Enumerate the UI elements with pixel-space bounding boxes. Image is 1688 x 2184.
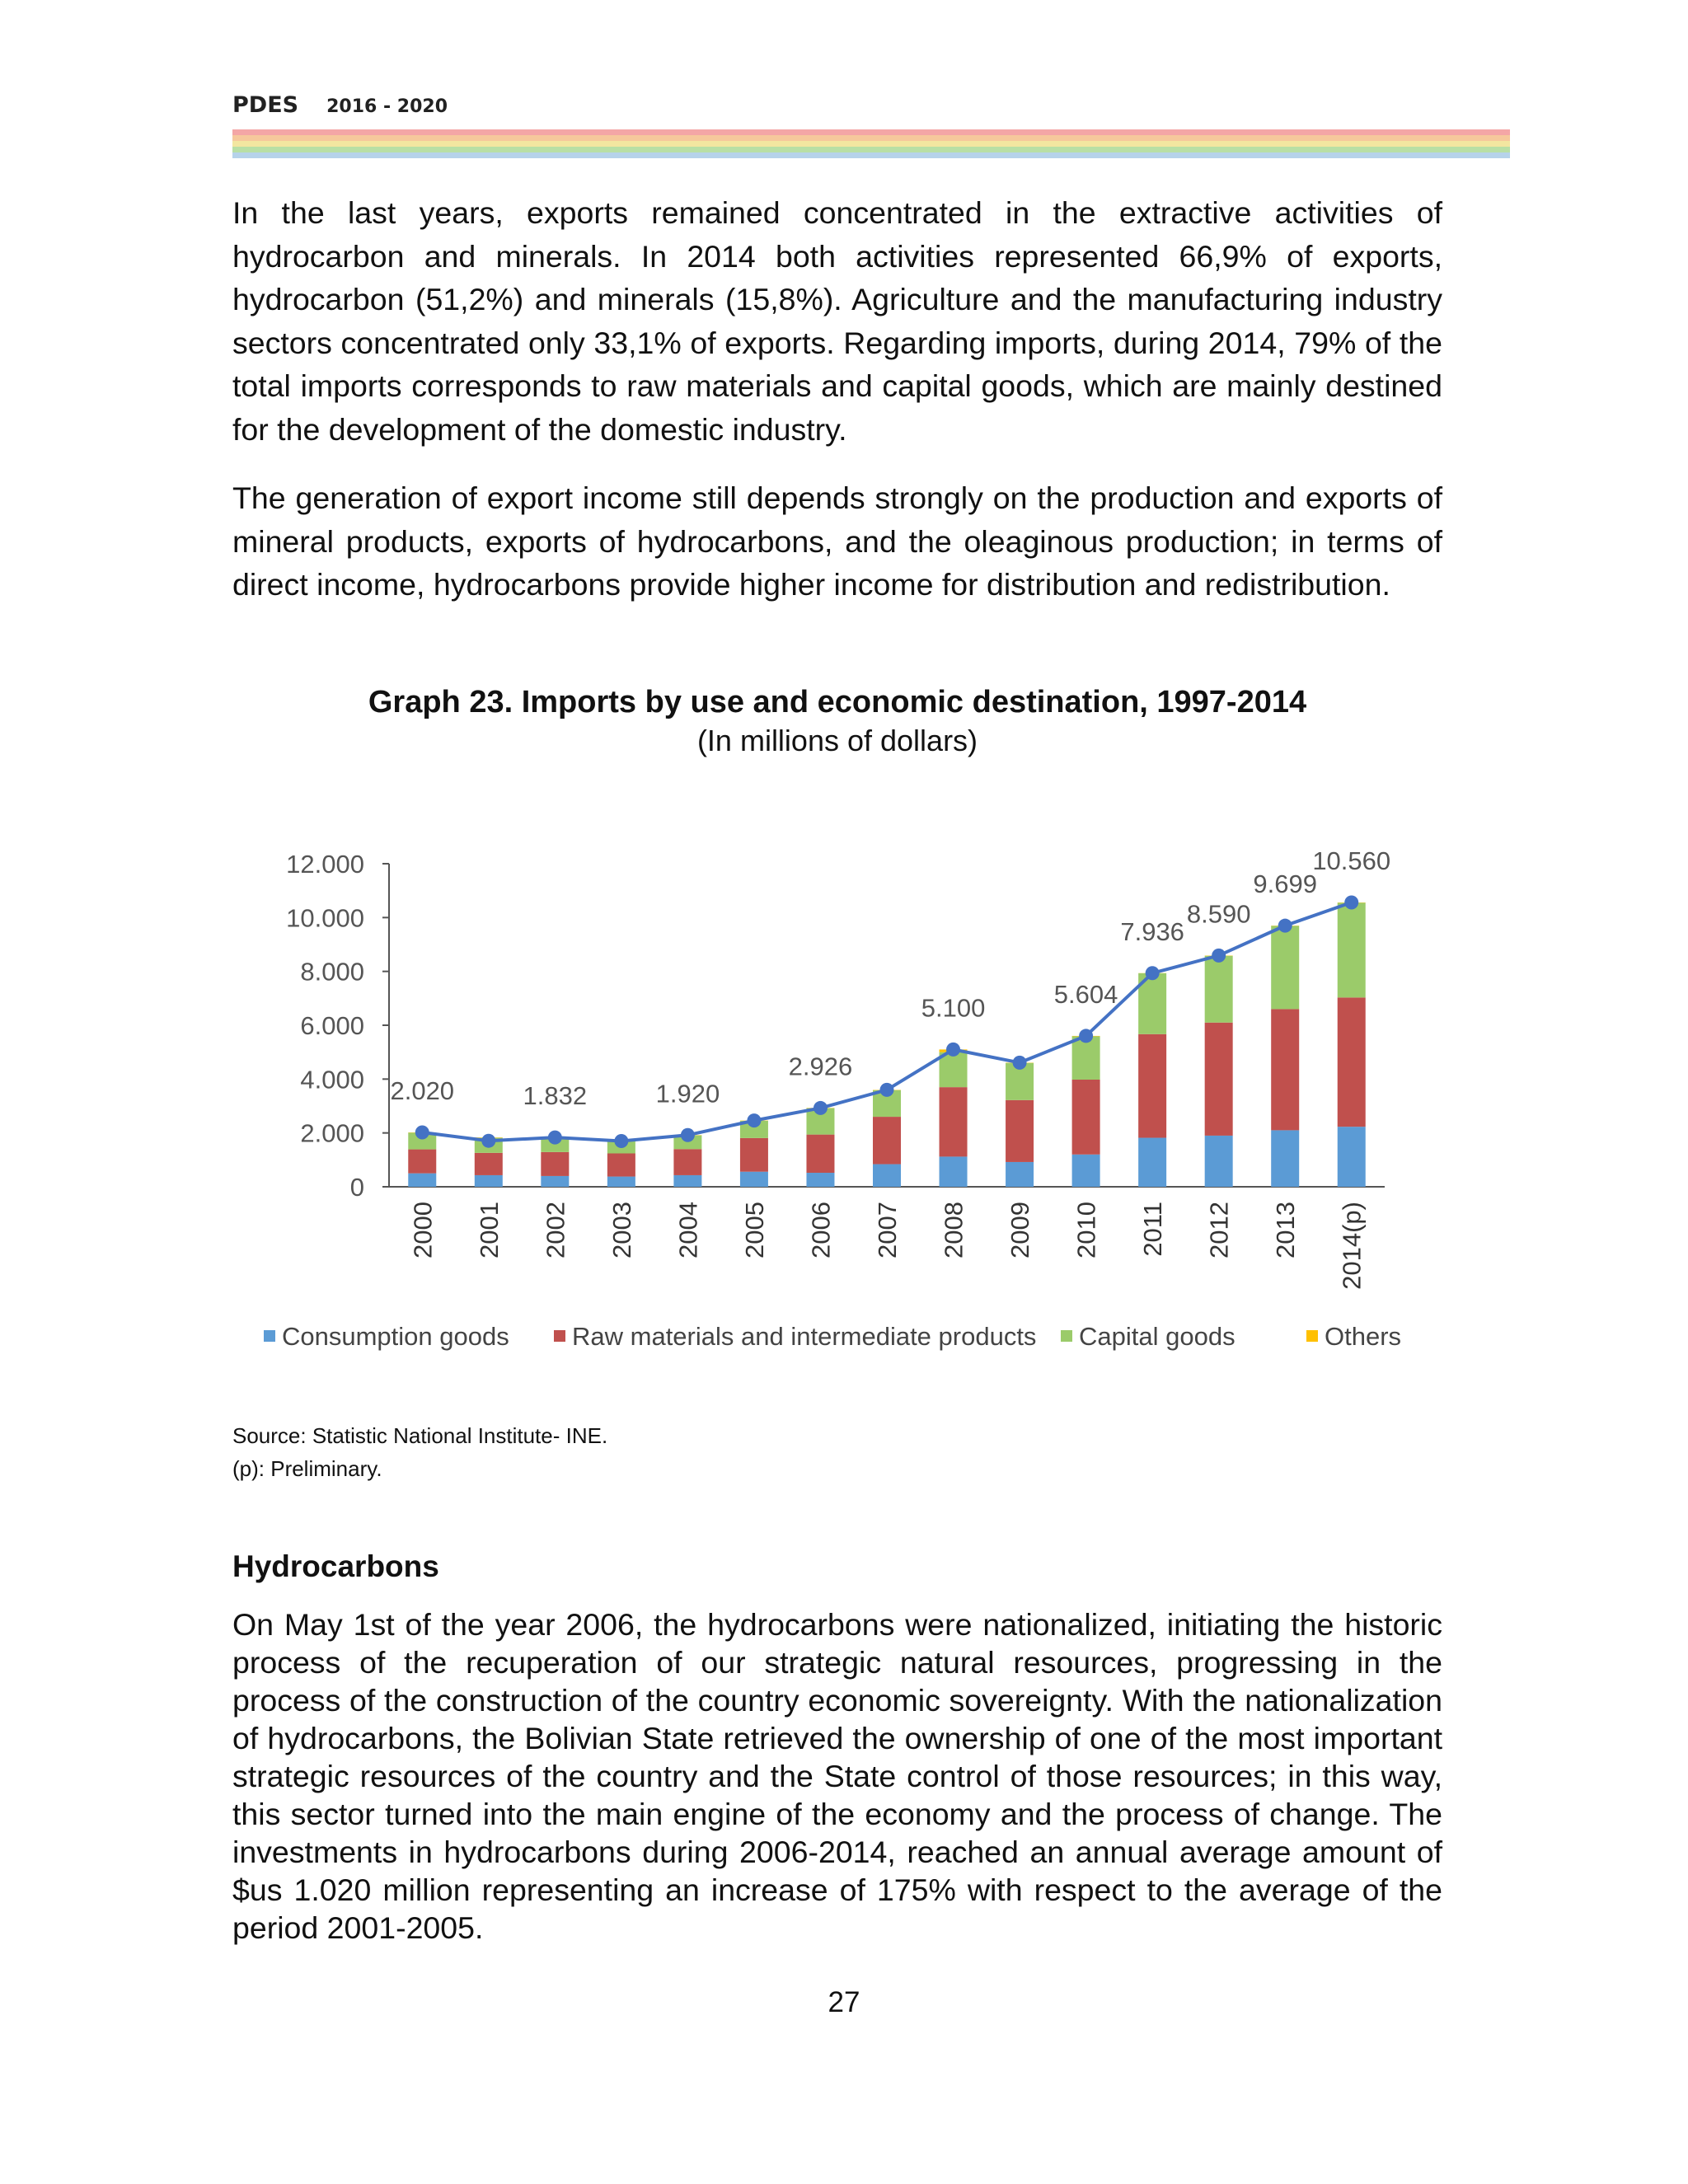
x-tick-label: 2014(p): [1337, 1202, 1367, 1290]
x-tick-label: 2003: [607, 1202, 636, 1258]
x-tick-label: 2002: [541, 1202, 570, 1258]
source-line: Source: Statistic National Institute- INE.: [232, 1423, 608, 1448]
total-point: [481, 1134, 495, 1148]
total-point: [415, 1126, 429, 1140]
bar-segment: [940, 1087, 968, 1156]
bar-segment: [541, 1152, 569, 1176]
bar-segment: [607, 1153, 635, 1176]
preliminary-note: (p): Preliminary.: [232, 1456, 382, 1481]
bar-segment: [806, 1135, 834, 1173]
x-tick-label: 2011: [1138, 1202, 1168, 1257]
y-tick-label: 0: [349, 1173, 364, 1202]
total-point: [1212, 949, 1226, 963]
bar-segment: [940, 1156, 968, 1187]
total-point: [681, 1128, 695, 1142]
x-tick-label: 2004: [673, 1202, 703, 1258]
legend-capital-swatch: [1061, 1330, 1072, 1342]
bar-segment: [740, 1138, 768, 1172]
y-tick-label: 8.000: [300, 957, 364, 987]
legend-consumption-swatch: [264, 1330, 275, 1342]
bar-segment: [1138, 1034, 1166, 1138]
bar-segment: [1271, 926, 1299, 1009]
y-tick-label: 6.000: [300, 1011, 364, 1040]
bar-segment: [940, 1052, 968, 1087]
total-point: [1146, 966, 1160, 980]
header-doc-name: PDES: [232, 92, 299, 118]
legend-raw-materials-swatch: [554, 1330, 565, 1342]
hydrocarbons-paragraph: On May 1st of the year 2006, the hydrocarbons were nationalized, initiating the historic process of the recuperation of our strategic natural resources, progressing in the process of the construction of the country economic sovereignty. With the nationalization of hydrocarbons, the Bolivian State retrieved the ownership of one of the most important strategic resources of the country and the State control of those resources; in this way, this sector turned into the main engine of the economy and the process of change. The investments in hydrocarbons during 2006-2014, reached an annual average amount of $us 1.020 million representing an increase of 175% with respect to the average of the period 2001-2005.: [232, 1607, 1442, 1945]
bar-segment: [475, 1175, 503, 1187]
header-years: 2016 - 2020: [326, 96, 448, 117]
bar-segment: [475, 1153, 503, 1175]
bar-segment: [673, 1175, 701, 1187]
bar-segment: [740, 1172, 768, 1187]
bar-segment: [1271, 1009, 1299, 1130]
legend-others-label: Others: [1325, 1322, 1402, 1351]
x-tick-label: 2009: [1006, 1202, 1035, 1258]
data-label: 10.560: [1312, 846, 1391, 876]
bar-segment: [1205, 956, 1233, 1023]
x-tick-label: 2007: [873, 1202, 902, 1258]
y-tick-label: 4.000: [300, 1065, 364, 1094]
bar-segment: [1006, 1100, 1034, 1162]
chart-legend: [264, 1322, 1401, 1351]
total-point: [548, 1131, 562, 1145]
bar-segment: [806, 1173, 834, 1187]
chart-bars: [408, 902, 1365, 1187]
bar-segment: [1205, 1023, 1233, 1136]
legend-raw-materials-label: Raw materials and intermediate products: [572, 1322, 1037, 1351]
data-label: 8.590: [1186, 899, 1251, 929]
bar-segment: [1072, 1080, 1100, 1155]
data-label: 2.020: [390, 1076, 455, 1106]
bar-segment: [673, 1149, 701, 1175]
bar-segment: [1072, 1155, 1100, 1187]
x-tick-label: 2005: [739, 1202, 769, 1258]
chart-title: Graph 23. Imports by use and economic destination, 1997-2014: [368, 685, 1307, 719]
bar-segment: [1138, 1138, 1166, 1187]
intro-paragraph-2: The generation of export income still depends strongly on the production and exports of mineral products, exports of hydrocarbons, and the oleaginous production; in terms of direct income, hydrocarbons provide higher income for distribution and redistribution.: [232, 480, 1442, 602]
page-number: 27: [828, 1986, 860, 2018]
data-label: 5.100: [921, 993, 986, 1023]
x-tick-label: 2008: [939, 1202, 968, 1258]
bar-segment: [541, 1176, 569, 1187]
data-label: 1.920: [655, 1079, 720, 1108]
total-point: [814, 1101, 828, 1115]
y-tick-label: 2.000: [300, 1118, 364, 1148]
bar-segment: [1338, 997, 1366, 1127]
chart-source: [232, 1419, 607, 1485]
bar-segment: [408, 1174, 436, 1187]
bar-segment: [607, 1177, 635, 1187]
x-tick-label: 2000: [408, 1202, 438, 1258]
total-point: [1079, 1029, 1093, 1043]
data-label: 9.699: [1253, 869, 1317, 899]
x-tick-label: 2013: [1271, 1202, 1301, 1258]
bar-segment: [873, 1117, 901, 1164]
bar-segment: [1338, 1127, 1366, 1187]
total-point: [1344, 896, 1358, 910]
total-point: [880, 1083, 894, 1097]
total-point: [946, 1043, 960, 1057]
legend-consumption-label: Consumption goods: [282, 1322, 509, 1351]
x-tick-label: 2010: [1071, 1202, 1101, 1258]
x-tick-label: 2001: [474, 1202, 504, 1258]
x-tick-label: 2012: [1204, 1202, 1234, 1258]
chart-subtitle: (In millions of dollars): [696, 724, 978, 757]
y-tick-label: 10.000: [286, 903, 364, 933]
data-label: 5.604: [1053, 979, 1118, 1009]
data-label: 7.936: [1120, 916, 1184, 946]
total-point: [747, 1113, 761, 1127]
y-tick-label: 12.000: [286, 850, 364, 879]
intro-paragraph-1: In the last years, exports remained concentrated in the extractive activities of hydrocarbon and minerals. In 2014 both activities represented 66,9% of exports, hydrocarbon (51,2%) and minerals (15,8%). Agriculture and the manufacturing industry sectors concentrated only 33,1% of exports. Regarding imports, during 2014, 79% of the total imports corresponds to raw materials and capital goods, which are mainly destined for the development of the domestic industry.: [232, 195, 1442, 447]
total-point: [614, 1134, 628, 1148]
bar-segment: [873, 1165, 901, 1187]
x-tick-label: 2006: [806, 1202, 836, 1258]
chart-labels: [390, 846, 1390, 1110]
data-label: 1.832: [523, 1081, 588, 1111]
bar-segment: [1006, 1162, 1034, 1187]
data-label: 2.926: [788, 1052, 853, 1081]
bar-segment: [1338, 902, 1366, 997]
bar-segment: [1205, 1136, 1233, 1187]
total-point: [1013, 1056, 1027, 1070]
total-point: [1278, 919, 1292, 933]
legend-others-swatch: [1306, 1330, 1318, 1342]
bar-segment: [1271, 1130, 1299, 1187]
bar-segment: [408, 1150, 436, 1174]
section-heading: Hydrocarbons: [232, 1549, 439, 1583]
legend-capital-label: Capital goods: [1079, 1322, 1236, 1351]
